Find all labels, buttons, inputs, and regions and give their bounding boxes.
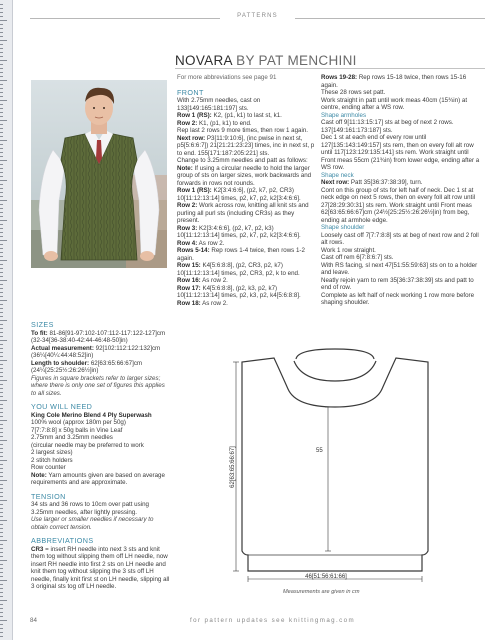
model-illustration bbox=[31, 80, 167, 268]
instruction-line: Row 1 (RS): K2[3:4:6:6], (p2, k7, p2, CR3) 10[11:12:13:14] times, p2, k7, p2, k2[3:4:6:6]. bbox=[177, 187, 301, 202]
sizes-list bbox=[31, 330, 171, 375]
instruction-line: Row 17: K4[5:6:8:8], (p2, k3, p2, k7) 10[11:12:13:14] times, p2, k3, p2, k4[5:6:8:8]. bbox=[177, 284, 301, 299]
ruler-tick bbox=[0, 616, 3, 617]
ruler-tick bbox=[0, 256, 3, 257]
pattern-byline: BY PAT MENCHINI bbox=[236, 53, 357, 68]
tension-text: 34 sts and 36 rows to 10cm over patt using 3.25mm needles, after lightly pressing. bbox=[31, 501, 149, 516]
ruler-tick bbox=[0, 200, 7, 201]
ruler-tick bbox=[0, 208, 3, 209]
ruler-tick bbox=[0, 380, 7, 381]
ruler-tick bbox=[0, 484, 3, 485]
ruler-tick bbox=[0, 168, 3, 169]
ruler-tick bbox=[0, 560, 7, 561]
section-header bbox=[30, 13, 485, 23]
ruler-tick bbox=[0, 24, 3, 25]
instruction-line: Next row: Patt 35[36:37:38:39], turn. bbox=[321, 179, 423, 186]
material-line: 100% wool (approx 180m per 50g) bbox=[31, 419, 126, 426]
ruler-tick bbox=[0, 172, 3, 173]
abbreviations-heading: ABBREVIATIONS bbox=[31, 536, 94, 545]
ruler-tick bbox=[0, 592, 3, 593]
header-rule-left bbox=[30, 18, 220, 19]
instruction-line: Rows 19-28: Rep rows 15-18 twice, then rows 15-16 again. bbox=[321, 74, 467, 89]
ruler-tick bbox=[0, 144, 3, 145]
ruler-tick bbox=[0, 344, 3, 345]
ruler-tick bbox=[0, 312, 3, 313]
ruler-tick bbox=[0, 220, 7, 221]
section-label: PATTERNS bbox=[233, 13, 282, 21]
armholes-instructions bbox=[321, 119, 483, 172]
instruction-line: Row 2: Work across row, knitting all knit sts and purling all purl sts (including CR3s) as they present. bbox=[177, 202, 309, 224]
neck-heading: Shape neck bbox=[321, 171, 354, 179]
ruler-tick bbox=[0, 532, 3, 533]
instruction-line: Work 1 row straight. bbox=[321, 246, 376, 254]
instruction-line: These 28 rows set patt. bbox=[321, 89, 386, 96]
yarn-name: King Cole Merino Blend 4 Ply Superwash bbox=[31, 411, 152, 419]
ruler-tick bbox=[0, 328, 3, 329]
pattern-title bbox=[175, 53, 357, 68]
ruler-tick bbox=[0, 400, 7, 401]
ruler-tick bbox=[0, 584, 3, 585]
ruler-tick bbox=[0, 32, 3, 33]
neck-instructions bbox=[321, 179, 483, 224]
tension-heading: TENSION bbox=[31, 491, 66, 501]
ruler-tick bbox=[0, 296, 3, 297]
ruler-tick bbox=[0, 364, 3, 365]
ruler-tick bbox=[0, 492, 3, 493]
ruler-tick bbox=[0, 476, 3, 477]
ruler-tick bbox=[0, 576, 3, 577]
ruler-tick bbox=[0, 240, 7, 241]
ruler-tick bbox=[0, 160, 7, 161]
ruler-tick bbox=[0, 300, 7, 301]
ruler-tick bbox=[0, 228, 3, 229]
ruler-tick bbox=[0, 232, 3, 233]
width-label: 46[51:56:61:66] bbox=[305, 574, 347, 580]
ruler-tick bbox=[0, 468, 3, 469]
ruler-tick bbox=[0, 64, 3, 65]
size-line: Actual measurement: 92[102:112:122:132]cm (36¼[40¼:44:48:52]in) bbox=[31, 344, 161, 359]
ruler-tick bbox=[0, 512, 3, 513]
front-instructions bbox=[177, 97, 317, 307]
ruler-tick bbox=[0, 376, 3, 377]
abbreviation-note: For more abbreviations see page 91 bbox=[177, 74, 277, 81]
instruction-line: Change to 3.25mm needles and patt as follows: bbox=[177, 157, 308, 164]
ruler-tick bbox=[0, 316, 3, 317]
middle-column bbox=[177, 74, 317, 307]
ruler-tick bbox=[0, 596, 3, 597]
ruler-tick bbox=[0, 480, 7, 481]
instruction-line: With RS facing, sl next 47[51:55:59:63] sts on to a holder and leave. bbox=[321, 261, 478, 276]
footer-text: for pattern updates see knittingmag.com bbox=[190, 617, 356, 624]
ruler-tick bbox=[0, 444, 3, 445]
ruler-tick bbox=[0, 352, 3, 353]
abbreviation-cr3: CR3 = insert RH needle into next 3 sts and knit them tog without slipping them off LH needle, now insert RH needle into first 2 sts on LH needle and knit them tog without slipping the 3 sts off LH needle, finally knit first st on LH needle, slipping all 3 original sts tog off LH needle. bbox=[31, 545, 170, 590]
ruler-tick bbox=[0, 72, 3, 73]
ruler-tick bbox=[0, 192, 3, 193]
measurement-note: Measurements are given in cm bbox=[283, 589, 360, 595]
neckline-front bbox=[294, 361, 376, 381]
ruler-tick bbox=[0, 236, 3, 237]
ruler-tick bbox=[0, 456, 3, 457]
size-line: Length to shoulder: 62[63:65:66:67]cm (24¼[25:25½:26:26½]in) bbox=[31, 359, 143, 374]
ruler-tick bbox=[0, 68, 3, 69]
ruler-tick bbox=[0, 336, 3, 337]
ruler-tick bbox=[0, 204, 3, 205]
ruler-tick bbox=[0, 132, 3, 133]
ruler-tick bbox=[0, 96, 3, 97]
instruction-line: Cast off 9[11:13:15:17] sts at beg of next 2 rows. 137[149:161:173:187] sts. bbox=[321, 119, 454, 134]
ruler-tick bbox=[0, 580, 7, 581]
instruction-line: Row 3: K2[3:4:6:6], (p2, k7, p2, k3) 10[11:12:13:14] times, p2, k7, p2, k2[3:4:6:6]. bbox=[177, 224, 301, 239]
ruler-tick bbox=[0, 508, 3, 509]
materials-list bbox=[31, 419, 171, 472]
ruler-tick bbox=[0, 408, 3, 409]
page-ruler bbox=[0, 0, 13, 640]
ruler-tick bbox=[0, 416, 3, 417]
height-label: 62[63:65:66:67] bbox=[230, 446, 236, 488]
ruler-tick bbox=[0, 464, 3, 465]
instruction-line: Note: If using a circular needle to hold the larger group of sts on larger sizes, work backwards and forwards in rows not rounds. bbox=[177, 164, 312, 187]
ruler-tick bbox=[0, 104, 3, 105]
ruler-tick bbox=[0, 472, 3, 473]
ruler-tick bbox=[0, 600, 7, 601]
ruler-tick bbox=[0, 244, 3, 245]
pattern-name: NOVARA bbox=[175, 53, 233, 68]
ruler-tick bbox=[0, 520, 7, 521]
instruction-line: Row 16: As row 2. bbox=[177, 277, 228, 284]
armhole-label: 55 bbox=[316, 448, 323, 454]
instruction-line: Cast off rem 6[7:8:6:7] sts. bbox=[321, 254, 394, 261]
ruler-tick bbox=[0, 152, 3, 153]
ruler-tick bbox=[0, 180, 7, 181]
ruler-tick bbox=[0, 280, 7, 281]
shoulder-instructions bbox=[321, 232, 483, 307]
ruler-tick bbox=[0, 212, 3, 213]
instruction-line: Neatly rejoin yarn to rem 35[36:37:38:39] sts and patt to end of row. bbox=[321, 276, 474, 291]
ruler-tick bbox=[0, 88, 3, 89]
ruler-tick bbox=[0, 516, 3, 517]
ruler-tick bbox=[0, 276, 3, 277]
instruction-line: Rep last 2 rows 9 more times, then row 1 again. bbox=[177, 127, 309, 134]
material-line: 2 largest sizes) bbox=[31, 449, 73, 456]
ruler-tick bbox=[0, 568, 3, 569]
ruler-tick bbox=[0, 84, 3, 85]
ruler-tick bbox=[0, 504, 3, 505]
ruler-tick bbox=[0, 496, 3, 497]
page-number: 84 bbox=[30, 617, 37, 624]
ruler-tick bbox=[0, 604, 3, 605]
ruler-tick bbox=[0, 412, 3, 413]
ruler-tick bbox=[0, 488, 3, 489]
instruction-line: Row 15: K4[5:6:8:8], (p2, CR3, p2, k7) 10[11:12:13:14] times, p2, CR3, p2, k to end. bbox=[177, 262, 300, 277]
ruler-tick bbox=[0, 320, 7, 321]
instruction-line: Loosely cast off 7[7:7:8:8] sts at beg of next row and 2 foll alt rows. bbox=[321, 231, 479, 246]
instruction-line: Row 2: K1, (p1, k1) to end. bbox=[177, 119, 252, 127]
ruler-tick bbox=[0, 120, 7, 121]
page-footer bbox=[30, 617, 485, 627]
ruler-tick bbox=[0, 540, 7, 541]
ruler-tick bbox=[0, 272, 3, 273]
ruler-tick bbox=[0, 108, 3, 109]
ruler-tick bbox=[0, 388, 3, 389]
instruction-line: Dec 1 st at each end of every row until 127[135:143:149:157] sts rem, then on every foll alt row until 117[123:129:135:141] sts rem. Work straight until Front meas 55cm (21¾in) from lower edge, ending after a WS row. bbox=[321, 134, 480, 171]
material-line: (circular needle may be preferred to work bbox=[31, 441, 144, 449]
you-will-need-heading: YOU WILL NEED bbox=[31, 402, 93, 411]
ruler-tick bbox=[0, 264, 3, 265]
ruler-tick bbox=[0, 608, 3, 609]
ruler-tick bbox=[0, 28, 3, 29]
vest-outline bbox=[242, 358, 428, 571]
ruler-tick bbox=[0, 620, 7, 621]
ruler-tick bbox=[0, 288, 3, 289]
instruction-line: Row 1 (RS): K2, (p1, k1) to last st, k1. bbox=[177, 112, 282, 119]
material-line: 2 stitch holders bbox=[31, 456, 73, 464]
ruler-tick bbox=[0, 348, 3, 349]
ruler-tick bbox=[0, 284, 3, 285]
ruler-tick bbox=[0, 368, 3, 369]
ruler-tick bbox=[0, 188, 3, 189]
ruler-tick bbox=[0, 20, 7, 21]
ruler-tick bbox=[0, 588, 3, 589]
material-line: 7[7:7:8:8] x 50g balls in Vine Leaf bbox=[31, 426, 123, 434]
ruler-tick bbox=[0, 124, 3, 125]
ruler-tick bbox=[0, 424, 3, 425]
ruler-tick bbox=[0, 340, 7, 341]
ruler-tick bbox=[0, 80, 7, 81]
ruler-tick bbox=[0, 372, 3, 373]
ruler-tick bbox=[0, 356, 3, 357]
ruler-tick bbox=[0, 60, 7, 61]
title-rule bbox=[175, 68, 485, 69]
instruction-line: Row 18: As row 2. bbox=[177, 299, 228, 307]
ruler-tick bbox=[0, 612, 3, 613]
ruler-tick bbox=[0, 500, 7, 501]
ruler-tick bbox=[0, 544, 3, 545]
ruler-tick bbox=[0, 572, 3, 573]
ruler-tick bbox=[0, 56, 3, 57]
ruler-tick bbox=[0, 436, 3, 437]
ruler-tick bbox=[0, 428, 3, 429]
ruler-tick bbox=[0, 528, 3, 529]
sizes-note: Figures in square brackets refer to larger sizes; where there is only one set of figures this applies to all sizes. bbox=[31, 374, 165, 397]
ruler-tick bbox=[0, 440, 7, 441]
ruler-tick bbox=[0, 248, 3, 249]
ruler-tick bbox=[0, 136, 3, 137]
instruction-line: Cont on this group of sts for left half of neck. Dec 1 st at neck edge on next 5 rows, then on every foll alt row until 27[28:29:30:31] sts rem. Work straight until Front meas 62[63:65:66:67]cm (24½[25:25½:26:26½]in) from beg, ending at armhole edge. bbox=[321, 186, 476, 224]
ruler-tick bbox=[0, 324, 3, 325]
ruler-tick bbox=[0, 4, 3, 5]
instruction-line: Complete as left half of neck working 1 row more before shaping shoulder. bbox=[321, 291, 475, 306]
ruler-tick bbox=[0, 304, 3, 305]
ruler-tick bbox=[0, 292, 3, 293]
tension-note: Use larger or smaller needles if necessary to obtain correct tension. bbox=[31, 516, 154, 531]
ruler-tick bbox=[0, 76, 3, 77]
armholes-heading: Shape armholes bbox=[321, 111, 367, 119]
ruler-tick bbox=[0, 260, 7, 261]
ruler-tick bbox=[0, 524, 3, 525]
ruler-tick bbox=[0, 36, 3, 37]
ruler-tick bbox=[0, 632, 3, 633]
instruction-line: Next row: P3[11:9:10:6], (inc pwise in next st, p5[5:6:6:7]) 21[21:21:23:23] times, inc in next st, p to end. 155[171:187:205:221] sts. bbox=[177, 134, 315, 157]
ruler-tick bbox=[0, 112, 3, 113]
neckline-back bbox=[296, 349, 374, 359]
ruler-tick bbox=[0, 184, 3, 185]
ruler-tick bbox=[0, 536, 3, 537]
ruler-tick bbox=[0, 452, 3, 453]
ruler-tick bbox=[0, 148, 3, 149]
ruler-tick bbox=[0, 100, 7, 101]
ruler-tick bbox=[0, 268, 3, 269]
ruler-tick bbox=[0, 92, 3, 93]
ruler-tick bbox=[0, 40, 7, 41]
ruler-tick bbox=[0, 392, 3, 393]
instruction-line: With 2.75mm needles, cast on 133[149:165:181:197] sts. bbox=[177, 97, 261, 112]
size-line: To fit: 81-86[91-97:102-107:112-117:122-127]cm (32-34[36-38:40-42:44-46:48-50]in) bbox=[31, 329, 166, 344]
schematic-diagram bbox=[232, 345, 482, 600]
ruler-tick bbox=[0, 52, 3, 53]
ruler-tick bbox=[0, 176, 3, 177]
ruler-tick bbox=[0, 628, 3, 629]
ruler-tick bbox=[0, 564, 3, 565]
ruler-tick bbox=[0, 448, 3, 449]
ruler-tick bbox=[0, 12, 3, 13]
ruler-tick bbox=[0, 548, 3, 549]
instruction-line: Row 4: As row 2. bbox=[177, 239, 225, 247]
left-column bbox=[31, 318, 171, 591]
ruler-tick bbox=[0, 556, 3, 557]
instruction-line: Work straight in patt until work meas 40cm (15¾in) at centre, ending after a WS row. bbox=[321, 96, 468, 111]
instruction-line: Rows 5-14: Rep rows 1-4 twice, then rows 1-2 again. bbox=[177, 247, 305, 262]
ruler-tick bbox=[0, 196, 3, 197]
material-line: 2.75mm and 3.25mm needles bbox=[31, 434, 113, 441]
ruler-tick bbox=[0, 128, 3, 129]
ruler-tick bbox=[0, 552, 3, 553]
ruler-tick bbox=[0, 624, 3, 625]
ruler-tick bbox=[0, 140, 7, 141]
front-heading: FRONT bbox=[177, 87, 204, 97]
ruler-tick bbox=[0, 116, 3, 117]
ruler-tick bbox=[0, 252, 3, 253]
ruler-tick bbox=[0, 360, 7, 361]
ruler-tick bbox=[0, 636, 3, 637]
ruler-tick bbox=[0, 224, 3, 225]
ruler-tick bbox=[0, 16, 3, 17]
ruler-tick bbox=[0, 164, 3, 165]
ruler-tick bbox=[0, 8, 3, 9]
model-photo bbox=[31, 80, 167, 268]
sizes-heading: SIZES bbox=[31, 320, 54, 329]
ruler-tick bbox=[0, 216, 3, 217]
shoulder-heading: Shape shoulder bbox=[321, 224, 365, 231]
header-rule-right bbox=[295, 18, 485, 19]
ruler-tick bbox=[0, 384, 3, 385]
yarn-note: Note: Yarn amounts given are based on average requirements and are approximate. bbox=[31, 471, 165, 486]
right-column bbox=[321, 74, 483, 307]
ruler-tick bbox=[0, 332, 3, 333]
ruler-tick bbox=[0, 432, 3, 433]
material-line: Row counter bbox=[31, 464, 66, 471]
continued-instructions bbox=[321, 74, 483, 112]
ruler-tick bbox=[0, 48, 3, 49]
ruler-tick bbox=[0, 460, 7, 461]
ruler-tick bbox=[0, 156, 3, 157]
ruler-tick bbox=[0, 420, 7, 421]
ruler-tick bbox=[0, 44, 3, 45]
ruler-tick bbox=[0, 308, 3, 309]
ruler-tick bbox=[0, 404, 3, 405]
ruler-tick bbox=[0, 396, 3, 397]
